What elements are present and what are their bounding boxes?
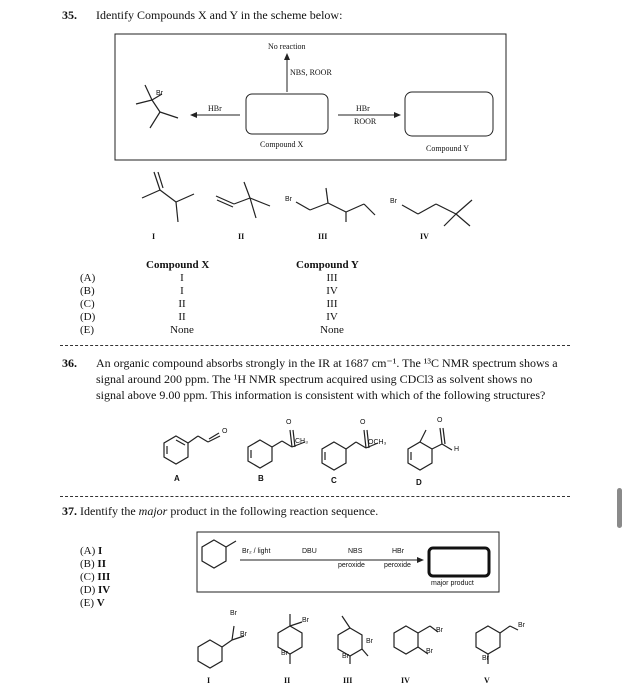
q35-y-d: IV [326,311,338,323]
start-br-label: Br [156,90,163,97]
structure-B-ch3: CH₃ [295,438,308,445]
product-IV-br-bottom: Br [426,648,433,655]
q37-option-b[interactable]: (B) II [80,558,106,570]
reagent-hbr: HBr [392,548,405,555]
structure-label-II: II [238,232,245,241]
product-label-V: V [484,676,490,685]
compound-y-label: Compound Y [426,144,470,153]
product-II-br-top: Br [302,617,309,624]
vertical-scrollbar[interactable] [617,488,622,528]
product-I-br-top: Br [230,610,237,617]
compound-x-label: Compound X [260,140,304,149]
question-35-number: 35. [62,8,77,22]
reagent-hbr-right: HBr [356,104,370,113]
q35-x-c: II [178,298,186,310]
question-37-text-em: major [138,504,168,518]
product-III-br-right: Br [366,638,373,645]
q37-option-c[interactable]: (C) III [80,571,111,583]
structure-D-oxygen: O [437,417,443,424]
question-37-prompt [62,503,378,519]
structure-C-och3: OCH₃ [368,439,387,446]
product-label-II: II [284,676,291,685]
q35-x-values [168,272,196,337]
choice-label-B: B [258,474,264,483]
question-37-number: 37. [62,504,77,518]
q35-option-b[interactable]: (B) [80,285,95,297]
product-V-br-top: Br [518,622,525,629]
reagent-br2-light: Br₂ / light [242,548,271,555]
reagent-nbs-roor: NBS, ROOR [290,68,332,77]
product-II-br-bottom: Br [281,650,288,657]
divider-2 [60,496,570,497]
q35-x-e: None [170,324,194,336]
question-36-line-2: signal around 200 ppm. The ¹H NMR spectrum acquired using CDCl3 as solvent shows no [96,372,533,386]
reagent-peroxide-2: peroxide [384,562,411,569]
q35-option-a[interactable]: (A) [80,272,96,284]
q35-y-a: III [326,272,338,284]
reagent-nbs: NBS [348,548,363,555]
reagent-dbu: DBU [302,548,317,555]
product-IV-br-top: Br [436,627,443,634]
major-product-label: major product [431,580,474,587]
structure-B [248,430,305,468]
structure-A-oxygen: O [222,428,228,435]
structure-C [322,430,378,470]
structure-label-I: I [152,232,156,241]
question-36-line-1: An organic compound absorbs strongly in the IR at 1687 cm⁻¹. The ¹³C NMR spectrum shows a [96,356,558,370]
structure-IV [402,200,472,226]
q37-product-structures [0,600,628,700]
q35-y-values [316,272,348,337]
q37-option-d[interactable]: (D) IV [80,584,111,596]
product-V-br-bottom: Br [482,655,489,662]
q35-x-a: I [180,272,184,284]
q35-reaction-scheme [0,0,628,170]
q37-option-a[interactable]: (A) I [80,545,103,557]
structure-D [408,428,452,470]
structure-B-oxygen: O [286,419,292,426]
q35-option-d[interactable]: (D) [80,311,96,323]
product-label-I: I [207,676,211,685]
divider-1 [60,345,570,346]
q35-option-letters [80,272,95,337]
q35-x-d: II [178,311,186,323]
structure-label-IV: IV [420,232,429,241]
q35-y-c: III [326,298,338,310]
no-reaction-label: No reaction [268,42,306,51]
q35-header-x: Compound X [146,259,210,271]
product-I-br-right: Br [240,631,247,638]
q35-option-e[interactable]: (E) [80,324,95,336]
reagent-hbr-left: HBr [208,104,222,113]
structure-II [216,182,270,218]
choice-label-A: A [174,474,180,483]
reagent-peroxide-1: peroxide [338,562,365,569]
product-III-br-bottom: Br [342,653,349,660]
question-36-line-3: signal above 9.00 ppm. This information is consistent with which of the following structures? [96,388,546,402]
q35-y-b: IV [326,285,338,297]
product-I [198,626,244,668]
structure-D-h: H [454,446,460,453]
structure-IV-br: Br [390,198,397,205]
structure-I [142,172,194,222]
structure-A [164,433,220,464]
q35-x-b: I [180,285,184,297]
choice-label-C: C [331,476,337,485]
question-36-number: 36. [62,356,77,370]
q35-candidate-structures [0,160,628,250]
reagent-roor-right: ROOR [354,117,377,126]
q35-header-y: Compound Y [296,259,359,271]
structure-label-III: III [318,232,328,241]
question-37-text-post: product in the following reaction sequence. [167,504,379,518]
q35-y-e: None [320,324,344,336]
product-label-III: III [343,676,353,685]
structure-C-oxygen: O [360,419,366,426]
q36-structures [0,410,628,480]
structure-III [296,188,375,222]
question-35-prompt: Identify Compounds X and Y in the scheme below: [96,8,343,22]
q35-option-c[interactable]: (C) [80,298,95,310]
product-label-IV: IV [401,676,410,685]
structure-III-br: Br [285,196,292,203]
question-37-text-pre: Identify the [80,504,139,518]
q37-reaction-scheme [0,520,628,600]
q37-option-e[interactable]: (E) V [80,597,105,609]
choice-label-D: D [416,478,422,487]
